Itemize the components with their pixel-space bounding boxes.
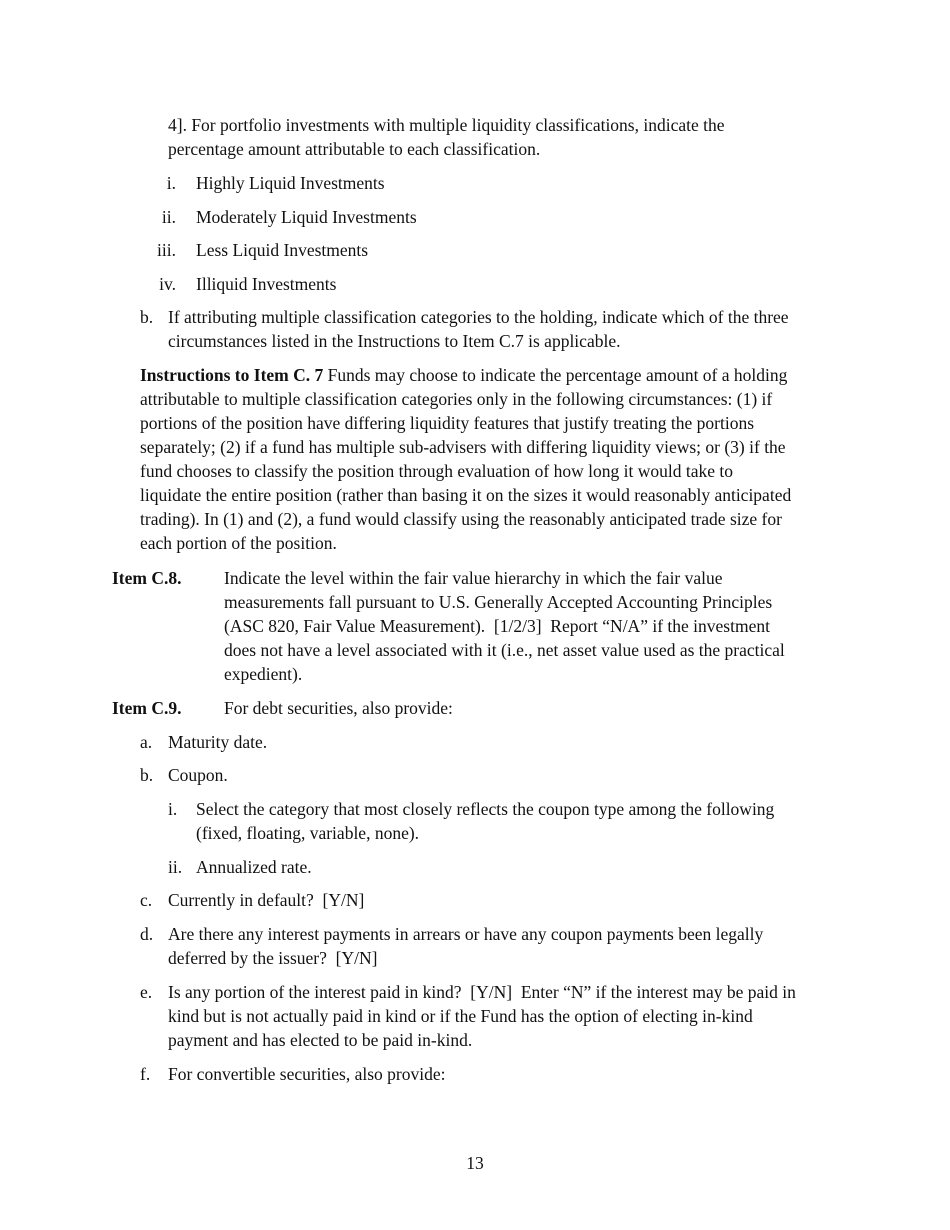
item-c9-label: Item C.9. [112,698,182,718]
list-marker: i. [168,799,178,819]
list-item-line: Is any portion of the interest paid in kind? [Y/N] Enter “N” if the interest may be paid in [168,982,796,1002]
instructions-heading: Instructions to Item C. 7 [140,365,324,385]
list-item-line: (fixed, floating, variable, none). [196,823,420,843]
list-item: For convertible securities, also provide: [168,1064,446,1084]
list-item: Highly Liquid Investments [196,173,385,193]
item-c8-text [224,566,785,686]
item-c8-line: measurements fall pursuant to U.S. Generally Accepted Accounting Principles [224,592,773,612]
list-item-line: deferred by the issuer? [Y/N] [168,948,378,968]
list-marker: d. [140,924,154,944]
list-marker: f. [140,1064,151,1084]
instructions-line: Funds may choose to indicate the percentage amount of a holding [323,365,788,385]
page-number: 13 [466,1153,484,1173]
instructions-line: trading). In (1) and (2), a fund would classify using the reasonably anticipated trade size for [140,509,782,529]
item-b-text [168,305,789,353]
list-marker: iv. [159,274,176,294]
item-c8-line: expedient). [224,664,303,684]
list-marker: iii. [157,240,176,260]
list-item: Currently in default? [Y/N] [168,890,365,910]
list-item [168,922,763,970]
item-c8-line: Indicate the level within the fair value hierarchy in which the fair value [224,568,723,588]
list-marker: e. [140,982,153,1002]
list-marker: c. [140,890,153,910]
list-item: Annualized rate. [196,857,312,877]
intro-paragraph [168,113,725,161]
list-marker: ii. [168,857,183,877]
list-item [168,980,796,1052]
list-marker: b. [140,765,154,785]
list-item: Coupon. [168,765,228,785]
list-item-line: Are there any interest payments in arrears or have any coupon payments been legally [168,924,764,944]
list-marker: b. [140,307,154,327]
list-item-line: Select the category that most closely reflects the coupon type among the following [196,799,775,819]
instructions-line: liquidate the entire position (rather than basing it on the sizes it would reasonably anticipated [140,485,792,505]
list-item [196,797,774,845]
instructions-line: each portion of the position. [140,533,337,553]
instructions-line: attributable to multiple classification categories only in the following circumstances: (1) if [140,389,773,409]
intro-line: percentage amount attributable to each classification. [168,139,541,159]
instructions-line: portions of the position have differing liquidity features that justify treating the portions [140,413,755,433]
list-item: Maturity date. [168,732,268,752]
item-c8-label: Item C.8. [112,568,182,588]
intro-line: 4]. For portfolio investments with multiple liquidity classifications, indicate the [168,115,725,135]
list-item: Moderately Liquid Investments [196,207,417,227]
item-b-line: If attributing multiple classification categories to the holding, indicate which of the three [168,307,789,327]
item-b-line: circumstances listed in the Instructions to Item C.7 is applicable. [168,331,621,351]
instructions-line: separately; (2) if a fund has multiple sub-advisers with differing liquidity views; or (3) if the [140,437,786,457]
list-marker: a. [140,732,153,752]
instructions-line: fund chooses to classify the position through evaluation of how long it would take to [140,461,733,481]
item-c8-line: (ASC 820, Fair Value Measurement). [1/2/3] Report “N/A” if the investment [224,616,770,636]
list-marker: ii. [161,207,176,227]
item-c8-line: does not have a level associated with it (i.e., net asset value used as the practical [224,640,785,660]
list-item: Less Liquid Investments [196,240,369,260]
list-item-line: kind but is not actually paid in kind or if the Fund has the option of electing in-kind [168,1006,753,1026]
list-item-line: payment and has elected to be paid in-kind. [168,1030,473,1050]
list-item: Illiquid Investments [196,274,337,294]
list-marker: i. [166,173,176,193]
item-c9-text: For debt securities, also provide: [224,698,453,718]
instructions-c7 [140,363,840,555]
